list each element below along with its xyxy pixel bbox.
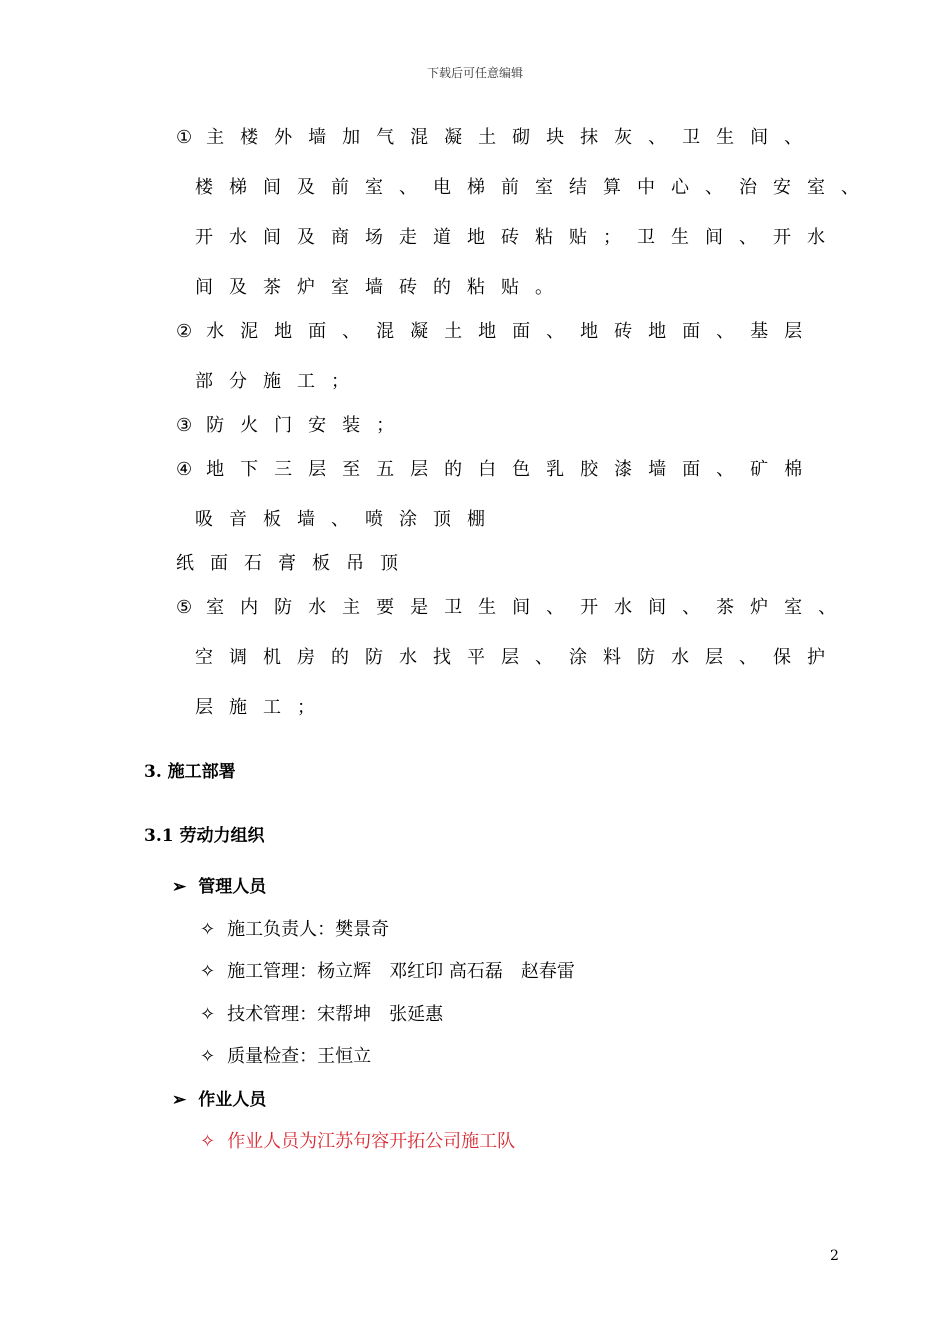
item-text: 作业人员为江苏句容开拓公司施工队 [227, 1131, 516, 1152]
diamond-bullet-icon: ✧ [200, 919, 216, 940]
item-text: 主楼外墙加气混凝土砌块抹灰、卫生间、 [206, 127, 819, 148]
page-number: 2 [830, 1248, 839, 1264]
arrow-bullet-icon: ➢ [172, 877, 187, 897]
item-text: 室内防水主要是卫生间、开水间、茶炉室、 [206, 597, 853, 618]
item-text: 水泥地面、混凝土地面、地砖地面、基层 [206, 321, 819, 342]
item-text: 吸音板墙、喷涂顶棚 [195, 509, 501, 530]
item-text: 技术管理：宋帮坤 张延惠 [227, 1004, 444, 1025]
list-item [200, 1130, 515, 1154]
item-text: 防火门安装； [206, 415, 411, 436]
group-heading [172, 875, 266, 899]
item-marker: ④ [176, 459, 193, 480]
list-item [176, 596, 852, 620]
diamond-bullet-icon: ✧ [200, 1004, 216, 1025]
item-text: 空调机房的防水找平层、涂料防水层、保护 [195, 647, 841, 668]
list-item [176, 458, 818, 482]
page-header: 下载后可任意编辑 [426, 66, 523, 80]
list-item [176, 414, 410, 438]
arrow-bullet-icon: ➢ [172, 1090, 187, 1110]
item-text: 纸面石膏板吊顶 [176, 553, 414, 574]
list-item [200, 918, 389, 942]
section-heading: 3. 施工部署 [144, 762, 236, 782]
item-text: 施工管理：杨立辉 邓红印 高石磊 赵春雷 [227, 961, 575, 982]
item-marker: ③ [176, 415, 193, 436]
diamond-bullet-icon: ✧ [200, 1046, 216, 1067]
list-item [176, 126, 818, 150]
diamond-bullet-icon: ✧ [200, 961, 216, 982]
item-text: 间及茶炉室墙砖的粘贴。 [195, 277, 569, 298]
item-text: 楼梯间及前室、电梯前室结算中心、治安室、 [195, 177, 875, 198]
item-text: 开水间及商场走道地砖粘贴；卫生间、开水 [195, 227, 841, 248]
diamond-bullet-icon: ✧ [200, 1131, 216, 1152]
group-heading [172, 1088, 266, 1112]
item-marker: ② [176, 321, 193, 342]
list-item [200, 1003, 443, 1027]
item-text: 部分施工； [195, 371, 365, 392]
item-text: 层施工； [195, 697, 331, 718]
item-text: 质量检查：王恒立 [227, 1046, 372, 1067]
item-marker: ① [176, 127, 193, 148]
item-marker: ⑤ [176, 597, 193, 618]
item-text: 地下三层至五层的白色乳胶漆墙面、矿棉 [206, 459, 819, 480]
list-item [200, 960, 575, 984]
list-item [200, 1045, 371, 1069]
subsection-heading: 3.1 劳动力组织 [144, 826, 265, 846]
group-title: 作业人员 [198, 1090, 267, 1110]
group-title: 管理人员 [198, 877, 267, 897]
item-text: 施工负责人：樊景奇 [227, 919, 390, 940]
list-item [176, 320, 818, 344]
